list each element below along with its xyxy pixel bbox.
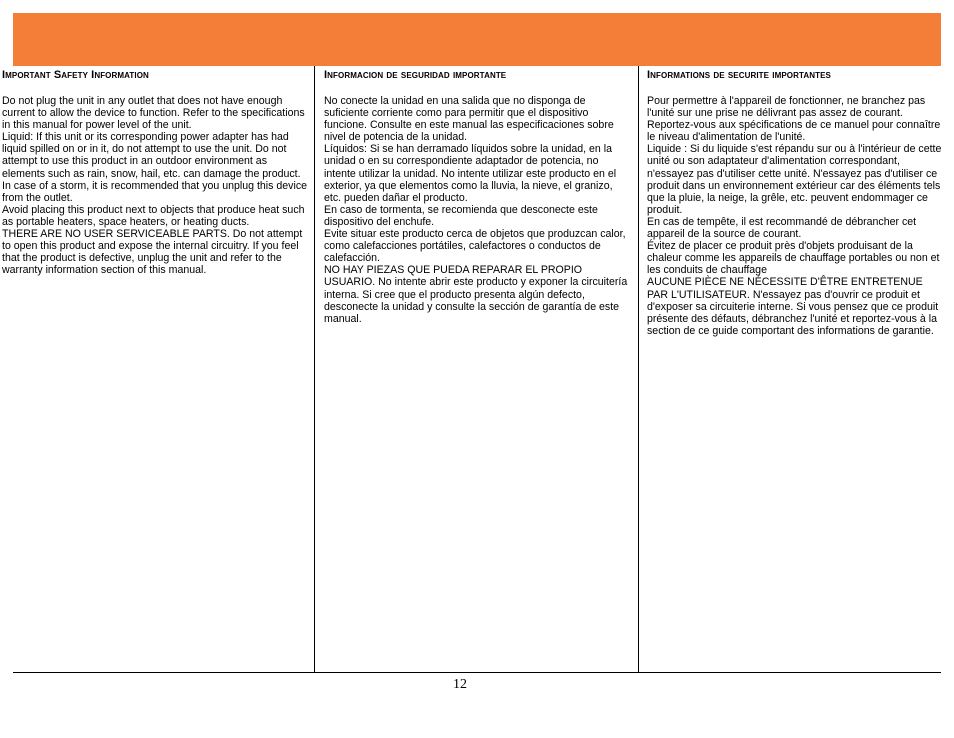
paragraph: No conecte la unidad en una salida que no disponga de suficiente corriente como para permitir que el dispositivo funcione. Consulte en este manual las especificaciones sobre nivel de potencia de la unidad. (324, 95, 614, 144)
paragraph: Évitez de placer ce produit près d'objets produisant de la chaleur comme les appareils de chauffage portables ou non et les conduits de chauffage (647, 240, 940, 277)
paragraph: Liquide : Si du liquide s'est répandu sur ou à l'intérieur de cette unité ou son adaptateur d'alimentation correspondant, n'essayez pas d'utiliser cette unité. N'essayez pas d'utiliser ce produit dans un environnement extérieur car des éléments tels que la pluie, la neige, la grêle, etc. peuvent endommager ce produit. (647, 143, 942, 216)
paragraph: En caso de tormenta, se recomienda que desconecte este dispositivo del enchufe. (324, 203, 598, 228)
body-french (647, 95, 944, 337)
column-french (639, 66, 954, 672)
page-number: 12 (453, 677, 467, 692)
heading-spanish: Informacion de seguridad importante (324, 69, 507, 81)
paragraph: In case of a storm, it is recommended that you unplug this device from the outlet. (2, 179, 308, 204)
paragraph: Avoid placing this product next to objects that produce heat such as portable heaters, space heaters, or heating ducts. (2, 203, 305, 228)
column-spanish (315, 66, 638, 672)
paragraph: En cas de tempête, il est recommandé de débrancher cet appareil de la source de courant. (647, 215, 917, 241)
paragraph: Pour permettre à l'appareil de fonctionner, ne branchez pas l'unité sur une prise ne délivrant pas assez de courant. Reportez-vous aux spécifications de ce manuel pour connaître le niveau d'alimentation de l'unité. (647, 95, 941, 144)
column-english (0, 66, 314, 672)
paragraph: Evite situar este producto cerca de objetos que produzcan calor, como calefacciones portátiles, calefactores o conductos de calefacción. (324, 228, 626, 265)
body-english (2, 95, 308, 277)
paragraph: Liquid: If this unit or its corresponding power adapter has had liquid spilled on or in it, do not attempt to use the unit. Do not attempt to use this product in an outdoor environment as elements such as rain, snow, hail, etc. can damage the product. (2, 131, 301, 180)
paragraph: Líquidos: Si se han derramado líquidos sobre la unidad, en la unidad o en su correspondiente adaptador de potencia, no intente utilizar la unidad. No intente utilizar este producto en el exterior, ya que elementos como la lluvia, la nieve, el granizo, etc. pueden dañar el producto. (324, 143, 617, 204)
body-spanish (324, 95, 630, 325)
paragraph: NO HAY PIEZAS QUE PUEDA REPARAR EL PROPIO USUARIO. No intente abrir este producto y exponer la circuitería interna. Si cree que el producto presenta algún defecto, desconecte la unidad y consulte la sección de garantía de este manual. (324, 264, 628, 325)
heading-english: Important Safety Information (2, 69, 149, 81)
header-banner (13, 13, 941, 66)
footer-rule (13, 672, 941, 673)
paragraph: AUCUNE PIÈCE NE NÉCESSITE D'ÊTRE ENTRETENUE PAR L'UTILISATEUR. N'essayez pas d'ouvrir ce produit et d'exposer sa circuiterie interne. Si vous pensez que ce produit présente des défauts, débranchez l'unité et reportez-vous à la section de ce guide comportant des informations de garantie. (647, 276, 939, 337)
heading-french: Informations de securite importantes (647, 69, 831, 81)
paragraph: Do not plug the unit in any outlet that does not have enough current to allow the device to function. Refer to the specifications in this manual for power level of the unit. (2, 95, 305, 132)
paragraph: THERE ARE NO USER SERVICEABLE PARTS. Do not attempt to open this product and expose the internal circuitry. If you feel that the product is defective, unplug the unit and refer to the warranty information section of this manual. (2, 228, 303, 277)
